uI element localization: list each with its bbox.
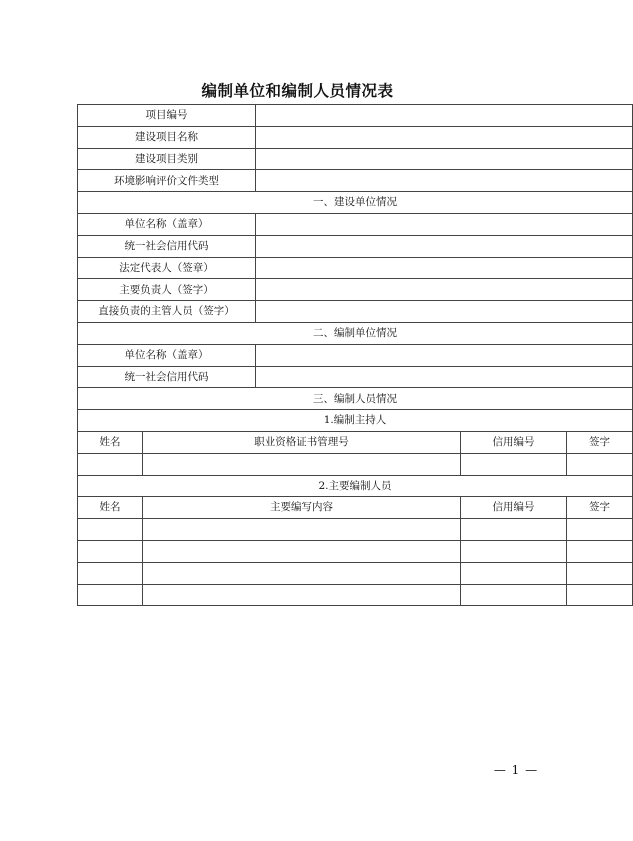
table-row (78, 213, 633, 235)
subsection-heading-row (78, 410, 633, 432)
project-number-value[interactable] (256, 105, 633, 127)
staff-sign-cell[interactable] (567, 562, 633, 584)
host-heading: 1.编制主持人 (78, 410, 633, 432)
eia-type-value[interactable] (256, 170, 633, 192)
staff-name-cell[interactable] (78, 540, 143, 562)
staff-credit-cell[interactable] (461, 562, 567, 584)
table-row (78, 257, 633, 279)
compiling-unit-name-value[interactable] (256, 344, 633, 366)
staff-content-cell[interactable] (143, 584, 461, 606)
main-col-name: 姓名 (78, 497, 143, 519)
table-row (78, 562, 633, 584)
staff-sign-cell[interactable] (567, 584, 633, 606)
table-row (78, 301, 633, 323)
project-name-value[interactable] (256, 126, 633, 148)
table-header-row (78, 431, 633, 453)
construction-credit-code-label: 统一社会信用代码 (78, 235, 256, 257)
table-row (78, 170, 633, 192)
host-col-name: 姓名 (78, 431, 143, 453)
direct-leader-value[interactable] (256, 301, 633, 323)
table-row (78, 519, 633, 541)
main-col-sign: 签字 (567, 497, 633, 519)
project-number-label: 项目编号 (78, 105, 256, 127)
section-heading-row (78, 192, 633, 214)
host-col-cert: 职业资格证书管理号 (143, 431, 461, 453)
compiling-credit-code-label: 统一社会信用代码 (78, 366, 256, 388)
staff-content-cell[interactable] (143, 519, 461, 541)
staff-name-cell[interactable] (78, 519, 143, 541)
section-heading-row (78, 322, 633, 344)
compiling-unit-name-label: 单位名称（盖章） (78, 344, 256, 366)
construction-credit-code-value[interactable] (256, 235, 633, 257)
info-table (77, 104, 633, 606)
table-row (78, 344, 633, 366)
compiling-unit-heading: 二、编制单位情况 (78, 322, 633, 344)
table-row (78, 540, 633, 562)
project-category-label: 建设项目类别 (78, 148, 256, 170)
host-col-sign: 签字 (567, 431, 633, 453)
host-sign-cell[interactable] (567, 453, 633, 475)
section-heading-row (78, 388, 633, 410)
project-category-value[interactable] (256, 148, 633, 170)
main-leader-value[interactable] (256, 279, 633, 301)
construction-unit-name-label: 单位名称（盖章） (78, 213, 256, 235)
personnel-heading: 三、编制人员情况 (78, 388, 633, 410)
host-name-cell[interactable] (78, 453, 143, 475)
table-row (78, 148, 633, 170)
staff-content-cell[interactable] (143, 540, 461, 562)
staff-name-cell[interactable] (78, 584, 143, 606)
page-title: 编制单位和编制人员情况表 (201, 82, 394, 100)
main-col-content: 主要编写内容 (143, 497, 461, 519)
direct-leader-label: 直接负责的主管人员（签字） (78, 301, 256, 323)
table-header-row (78, 497, 633, 519)
construction-unit-heading: 一、建设单位情况 (78, 192, 633, 214)
host-col-credit: 信用编号 (461, 431, 567, 453)
staff-sign-cell[interactable] (567, 519, 633, 541)
table-row (78, 235, 633, 257)
construction-unit-name-value[interactable] (256, 213, 633, 235)
eia-type-label: 环境影响评价文件类型 (78, 170, 256, 192)
table-row (78, 453, 633, 475)
host-credit-cell[interactable] (461, 453, 567, 475)
legal-rep-value[interactable] (256, 257, 633, 279)
staff-name-cell[interactable] (78, 562, 143, 584)
table-row (78, 584, 633, 606)
staff-content-cell[interactable] (143, 562, 461, 584)
subsection-heading-row (78, 475, 633, 497)
table-row (78, 366, 633, 388)
staff-credit-cell[interactable] (461, 584, 567, 606)
main-col-credit: 信用编号 (461, 497, 567, 519)
staff-credit-cell[interactable] (461, 540, 567, 562)
staff-sign-cell[interactable] (567, 540, 633, 562)
main-staff-heading: 2.主要编制人员 (78, 475, 633, 497)
staff-credit-cell[interactable] (461, 519, 567, 541)
host-cert-cell[interactable] (143, 453, 461, 475)
table-row (78, 105, 633, 127)
compiling-credit-code-value[interactable] (256, 366, 633, 388)
page-number: — 1 — (493, 763, 539, 777)
project-name-label: 建设项目名称 (78, 126, 256, 148)
legal-rep-label: 法定代表人（签章） (78, 257, 256, 279)
main-leader-label: 主要负责人（签字） (78, 279, 256, 301)
table-row (78, 126, 633, 148)
table-row (78, 279, 633, 301)
